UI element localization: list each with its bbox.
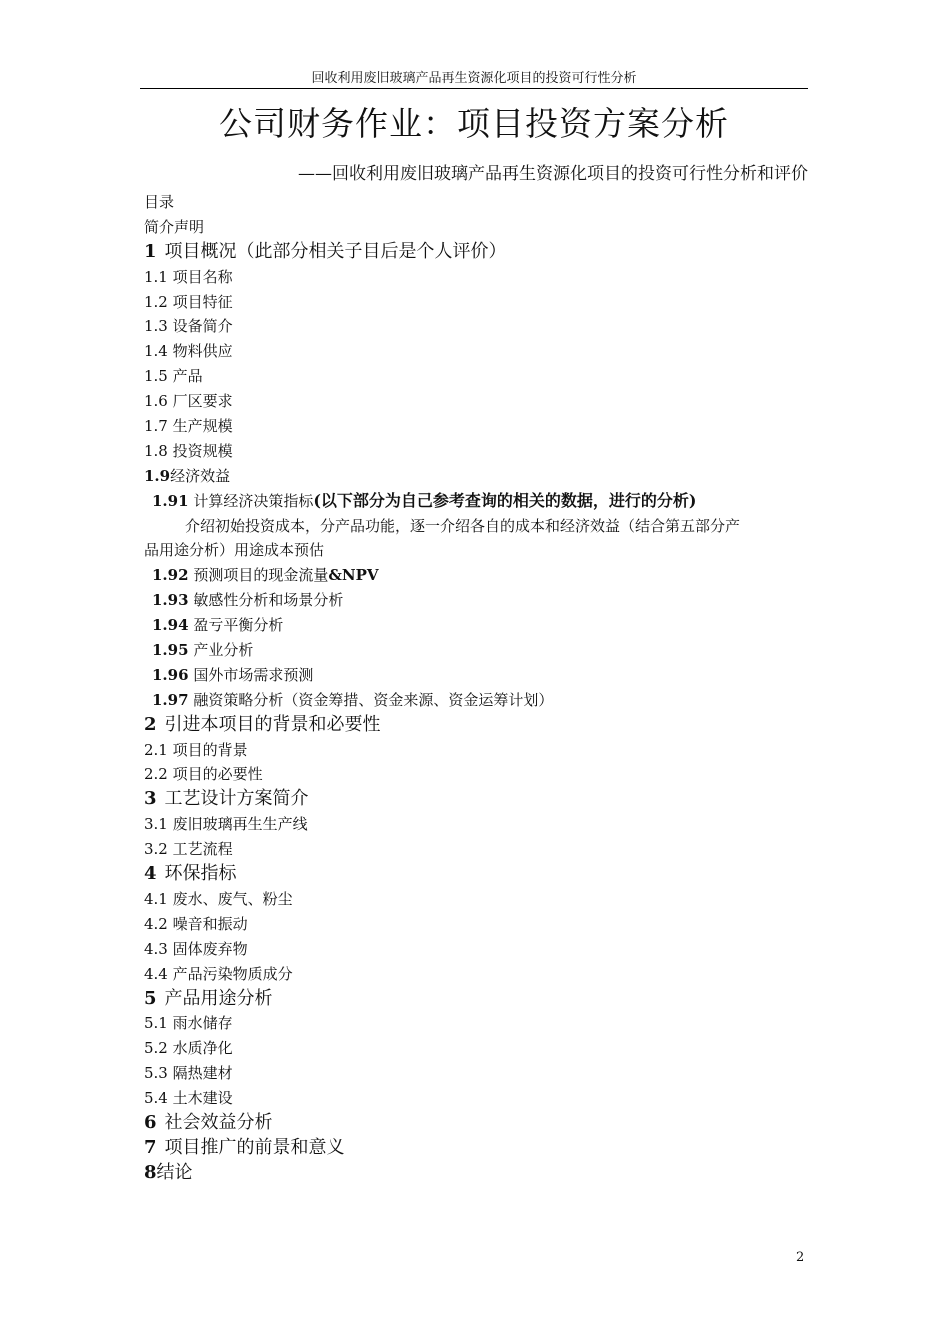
toc-item-1-95 bbox=[144, 638, 812, 663]
running-header: 回收利用废旧玻璃产品再生资源化项目的投资可行性分析 bbox=[311, 71, 637, 86]
toc-item-1-4: 1.4 物料供应 bbox=[144, 342, 233, 361]
toc-item-1-8: 1.8 投资规模 bbox=[144, 441, 233, 460]
item-number: 1.93 bbox=[152, 591, 189, 610]
item-title: 国外市场需求预测 bbox=[193, 665, 314, 684]
section-number: 7 bbox=[144, 1136, 157, 1158]
item-note: (以下部分为自己参考查询的相关的数据，进行的分析) bbox=[313, 490, 697, 510]
item-title: 预测项目的现金流量 bbox=[193, 566, 329, 585]
toc-paragraph-line-1: 介绍初始投资成本，分产品功能，逐一介绍各自的成本和经济效益（结合第五部分产 bbox=[185, 516, 741, 535]
section-title: 产品用途分析 bbox=[164, 987, 273, 1009]
toc-section-5 bbox=[144, 987, 812, 1012]
toc-item-1-5: 1.5 产品 bbox=[144, 367, 203, 386]
section-number: 4 bbox=[144, 863, 157, 885]
document-title: 公司财务作业：项目投资方案分析 bbox=[219, 104, 729, 143]
section-title: 引进本项目的背景和必要性 bbox=[164, 713, 381, 735]
toc-item-5-2: 5.2 水质净化 bbox=[144, 1039, 233, 1058]
section-title: 环保指标 bbox=[164, 863, 237, 885]
toc-item-1-1: 1.1 项目名称 bbox=[144, 267, 233, 286]
toc-intro: 简介声明 bbox=[144, 217, 205, 236]
toc-section-8 bbox=[144, 1161, 812, 1186]
toc-item-1-94 bbox=[144, 613, 812, 638]
item-title: 敏感性分析和场景分析 bbox=[193, 591, 344, 610]
item-title: 产业分析 bbox=[193, 641, 254, 660]
toc-item-1-7: 1.7 生产规模 bbox=[144, 417, 233, 436]
section-number: 5 bbox=[144, 987, 157, 1009]
toc-section-2 bbox=[144, 713, 812, 738]
toc-item-2-2: 2.2 项目的必要性 bbox=[144, 765, 263, 784]
toc-section-1 bbox=[144, 240, 812, 265]
item-number: 1.91 bbox=[152, 491, 189, 510]
toc-item-4-4: 4.4 产品污染物质成分 bbox=[144, 964, 293, 983]
toc-item-4-1: 4.1 废水、废气、粉尘 bbox=[144, 889, 293, 908]
toc-item-1-93 bbox=[144, 588, 812, 613]
section-number: 2 bbox=[144, 713, 157, 735]
toc-item-5-3: 5.3 隔热建材 bbox=[144, 1064, 233, 1083]
toc-item-1-2: 1.2 项目特征 bbox=[144, 292, 233, 311]
toc-item-1-6: 1.6 厂区要求 bbox=[144, 392, 233, 411]
item-number: 1.95 bbox=[152, 641, 189, 660]
section-title: 项目推广的前景和意义 bbox=[164, 1136, 345, 1158]
item-number: 1.97 bbox=[152, 690, 189, 709]
document-subtitle: ——回收利用废旧玻璃产品再生资源化项目的投资可行性分析和评价 bbox=[298, 164, 808, 184]
toc-item-1-92 bbox=[144, 563, 812, 588]
toc-item-5-1: 5.1 雨水储存 bbox=[144, 1014, 233, 1033]
toc-paragraph-line-2: 品用途分析）用途成本预估 bbox=[144, 541, 325, 560]
toc-item-1-3: 1.3 设备简介 bbox=[144, 317, 233, 336]
toc-item-3-1: 3.1 废旧玻璃再生生产线 bbox=[144, 815, 308, 834]
toc-item-5-4: 5.4 土木建设 bbox=[144, 1089, 233, 1108]
page-number: 2 bbox=[796, 1250, 805, 1265]
item-number: 1.9 bbox=[144, 466, 171, 485]
toc-item-1-91 bbox=[144, 489, 812, 514]
item-number: 1.92 bbox=[152, 566, 189, 585]
item-title: 融资策略分析（资金筹措、资金来源、资金运筹计划） bbox=[193, 690, 554, 709]
item-title: 经济效益 bbox=[170, 466, 231, 485]
toc-item-2-1: 2.1 项目的背景 bbox=[144, 740, 248, 759]
toc-section-3 bbox=[144, 787, 812, 812]
section-number: 6 bbox=[144, 1111, 157, 1133]
toc-item-4-2: 4.2 噪音和振动 bbox=[144, 914, 248, 933]
toc-section-4 bbox=[144, 862, 812, 887]
toc-heading: 目录 bbox=[144, 193, 175, 211]
toc-section-6 bbox=[144, 1111, 812, 1136]
toc-item-1-9 bbox=[144, 464, 812, 489]
section-title: 社会效益分析 bbox=[164, 1111, 273, 1133]
item-number: 1.94 bbox=[152, 616, 189, 635]
item-suffix: &NPV bbox=[328, 566, 379, 585]
table-of-contents bbox=[144, 190, 812, 1186]
item-number: 1.96 bbox=[152, 665, 189, 684]
section-number: 3 bbox=[144, 788, 157, 810]
section-number: 1 bbox=[144, 240, 157, 262]
section-title: 工艺设计方案简介 bbox=[164, 788, 309, 810]
toc-item-4-3: 4.3 固体废弃物 bbox=[144, 939, 248, 958]
item-title: 计算经济决策指标 bbox=[193, 491, 314, 510]
section-title: 结论 bbox=[156, 1161, 193, 1183]
section-title: 项目概况（此部分相关子目后是个人评价） bbox=[164, 240, 507, 262]
item-title: 盈亏平衡分析 bbox=[193, 616, 284, 635]
toc-item-1-97 bbox=[144, 688, 812, 713]
toc-section-7 bbox=[144, 1136, 812, 1161]
toc-item-3-2: 3.2 工艺流程 bbox=[144, 840, 233, 859]
toc-item-1-96 bbox=[144, 663, 812, 688]
header-rule bbox=[140, 88, 808, 89]
section-number: 8 bbox=[144, 1161, 157, 1183]
